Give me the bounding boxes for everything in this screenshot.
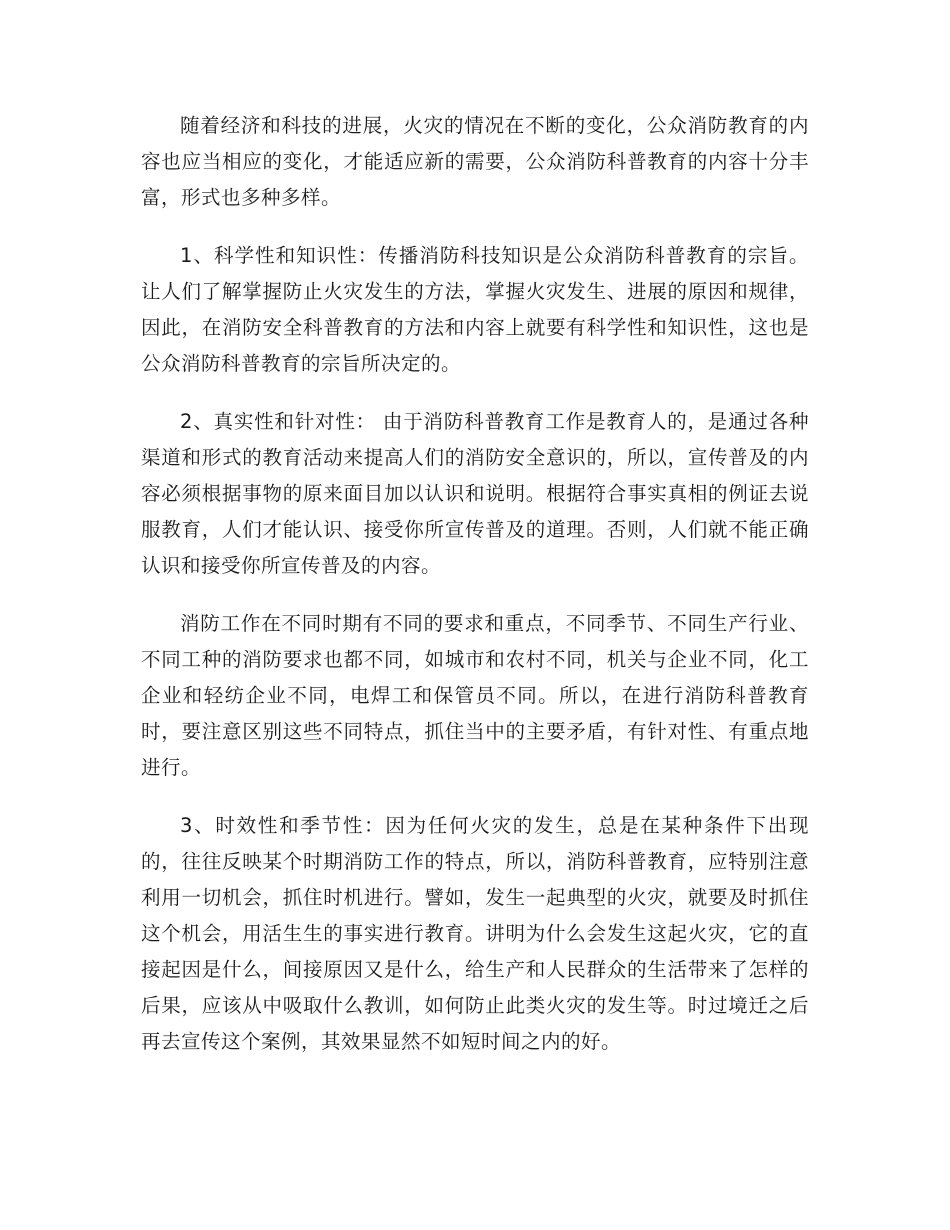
paragraph-intro: 随着经济和科技的进展，火灾的情况在不断的变化，公众消防教育的内容也应当相应的变化，才能适应新的需要，公众消防科普教育的内容十分丰富，形式也多种多样。 xyxy=(141,114,809,209)
paragraph-scientific: 1、科学性和知识性：传播消防科技知识是公众消防科普教育的宗旨。让人们了解掌握防止火灾发生的方法，掌握火灾发生、进展的原因和规律，因此，在消防安全科普教育的方法和内容上就要有科学性和知识性，这也是公众消防科普教育的宗旨所决定的。 xyxy=(141,244,809,375)
document-body xyxy=(141,108,809,1082)
paragraph-authenticity: 2、真实性和针对性： 由于消防科普教育工作是教育人的，是通过各种渠道和形式的教育活动来提高人们的消防安全意识的，所以，宣传普及的内容必须根据事物的原来面目加以认识和说明。根据符合事实真相的例证去说服教育，人们才能认识、接受你所宣传普及的道理。否则，人们就不能正确认识和接受你所宣传普及的内容。 xyxy=(141,410,809,577)
paragraph-timeliness: 3、时效性和季节性：因为任何火灾的发生，总是在某种条件下出现的，往往反映某个时期消防工作的特点，所以，消防科普教育，应特别注意利用一切机会，抓住时机进行。譬如，发生一起典型的火灾，就要及时抓住这个机会，用活生生的事实进行教育。讲明为什么会发生这起火灾，它的直接起因是什么，间接原因又是什么，给生产和人民群众的生活带来了怎样的后果，应该从中吸取什么教训，如何防止此类火灾的发生等。时过境迁之后再去宣传这个案例，其效果显然不如短时间之内的好。 xyxy=(141,814,809,1053)
paragraph-differences: 消防工作在不同时期有不同的要求和重点，不同季节、不同生产行业、不同工种的消防要求也都不同，如城市和农村不同，机关与企业不同，化工企业和轻纺企业不同，电焊工和保管员不同。所以，在进行消防科普教育时，要注意区别这些不同特点，抓住当中的主要矛盾，有针对性、有重点地进行。 xyxy=(141,612,809,779)
